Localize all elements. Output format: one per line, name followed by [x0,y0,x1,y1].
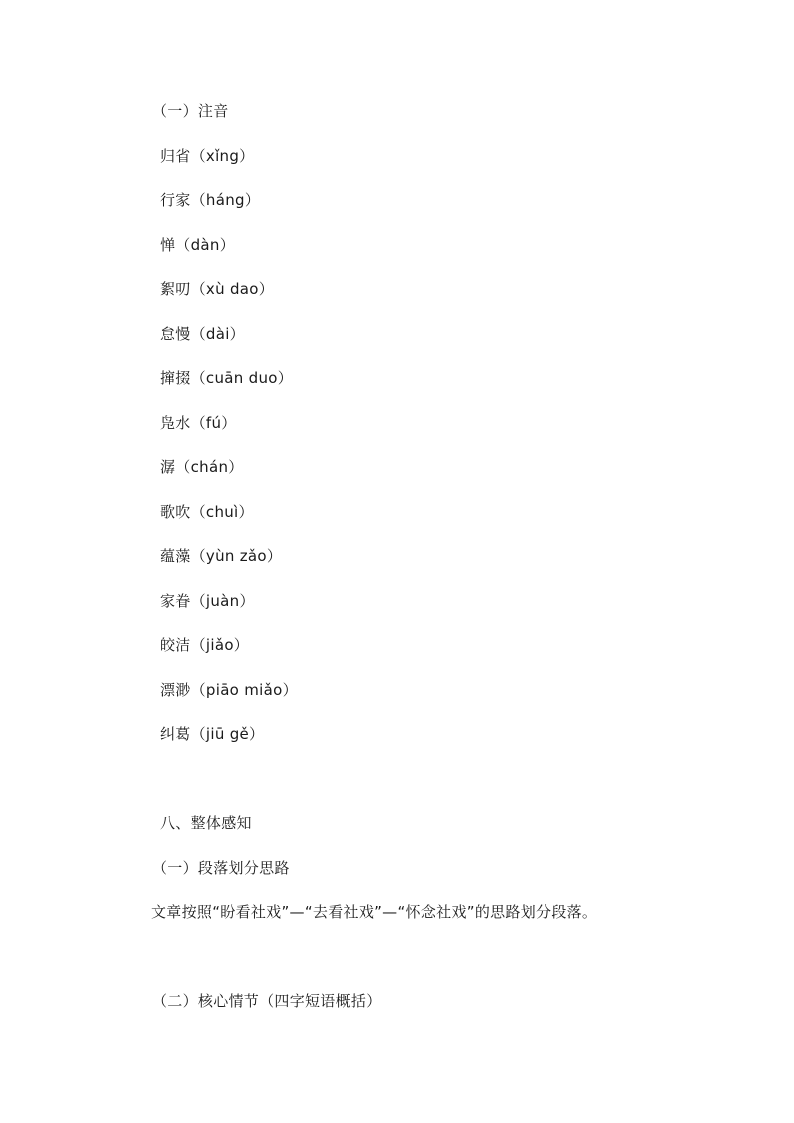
section-heading-pronunciation: （一）注音 [152,102,229,120]
pronunciation-item: 絮叨（xù dao） [160,280,275,298]
pronunciation-item: 潺（chán） [160,458,244,476]
pronunciation-item: 行家（háng） [160,191,261,209]
pronunciation-item: 蕴藻（yùn zǎo） [160,547,283,565]
subheading-core-plot: （二）核心情节（四字短语概括） [152,992,382,1010]
pronunciation-item: 撺掇（cuān duo） [160,369,294,387]
pronunciation-item: 纠葛（jiū gě） [160,725,265,743]
section-title-overall: 八、整体感知 [160,814,252,832]
pronunciation-item: 怠慢（dài） [160,325,245,343]
pronunciation-item: 凫水（fú） [160,414,237,432]
pronunciation-item: 皎洁（jiǎo） [160,636,250,654]
pronunciation-item: 惮（dàn） [160,236,236,254]
pronunciation-item: 漂渺（piāo miǎo） [160,681,298,699]
pronunciation-item: 归省（xǐng） [160,147,255,165]
subheading-paragraph-division: （一）段落划分思路 [152,859,290,877]
pronunciation-item: 家眷（juàn） [160,592,255,610]
pronunciation-item: 歌吹（chuì） [160,503,254,521]
paragraph-division-text: 文章按照“盼看社戏”—“去看社戏”—“怀念社戏”的思路划分段落。 [151,903,598,921]
